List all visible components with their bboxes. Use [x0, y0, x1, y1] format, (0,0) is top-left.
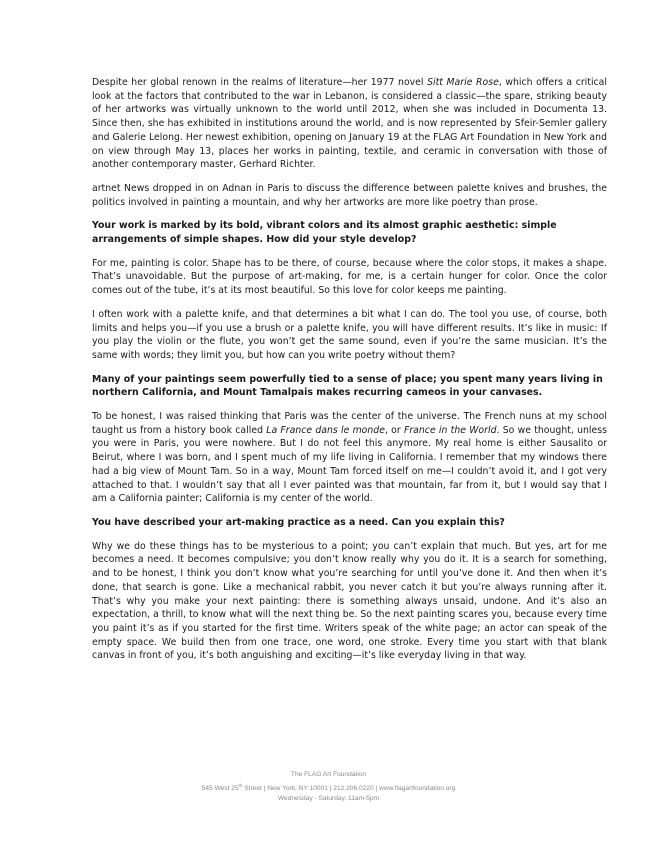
answer-2-text-a: To be honest, I was raised thinking that Paris was the center of the universe. The French nuns at my school taught us from a history book called [92, 411, 607, 436]
footer-street-suffix: th [238, 782, 243, 788]
question-2: Many of your paintings seem powerfully tied to a sense of place; you spent many years living in northern California, and Mount Tamalpais makes recurring cameos in your canvases. [92, 373, 603, 399]
answer-2-text-c: . So we thought, unless you were in Paris, you were nowhere. But I do not feel this anymore. My real home is either Sausalito or Beirut, where I was born, and I spent much of my life living in California. I remember that my windows there had a big view of Mount Tam. So in a way, Mount Tam forced itself on me—I couldn’t avoid it, and I got very attached to that. I wouldn’t say that all I ever painted was that mountain, far from it, but I would say that I am a California painter; California is my center of the world. [92, 424, 608, 505]
context-paragraph: artnet News dropped in on Adnan in Paris to discuss the difference between palette knives and brushes, the politics involved in painting a mountain, and why her artworks are more like poetry than prose. [92, 182, 607, 208]
answer-1-paragraph-1: For me, painting is color. Shape has to be there, of course, because where the color stops, it makes a shape. That’s unavoidable. But the purpose of art-making, for me, is a certain hunger for color. Once the color comes out of the tube, it’s at its most beautiful. So this love for color keeps me painting. [92, 257, 607, 297]
answer-2-paragraph [92, 410, 607, 506]
footer-hours: Wednesday - Saturday, 11am-5pm [277, 795, 380, 803]
book-title-english: France in the World [403, 424, 497, 436]
question-3: You have described your art-making practice as a need. Can you explain this? [92, 516, 505, 528]
footer-street-rest: Street | New York, NY 10001 | 212.206.0220 | www.flagartfoundation.org [242, 784, 456, 792]
novel-title: Sitt Marie Rose [427, 77, 499, 88]
intro-paragraph [92, 76, 607, 172]
answer-3-paragraph: Why we do these things has to be mysterious to a point; you can’t explain that much. But yes, art for me becomes a need. It becomes compulsive; you don’t know really why you do it. It is a search for something, and to be honest, I think you don’t know what you’re searching for until you’ve done it. And then when it’s done, that search is gone. Like a mechanical rabbit, you never catch it but you’re always running after it. That’s why you make your next painting: there is something always unsaid, undone. And it’s also an expectation, a thrill, to know what will the next thing be. So the next painting scares you, because every time you paint it’s as if you started for the first time. Writers speak of the white page; an actor can speak of the empty space. We build then from one trace, one word, one stroke. Every time you start with that blank canvas in front of you, it’s both anguishing and exciting—it’s like everyday living in that way. [92, 540, 607, 662]
book-title-french: La France dans le monde [266, 424, 385, 436]
intro-text-a: Despite her global renown in the realms of literature—her 1977 novel [92, 77, 428, 88]
intro-text-b: , which offers a critical look at the factors that contributed to the war in Lebanon, is considered a classic—the spare, striking beauty of her artworks was virtually unknown to the world until 2012, when she was included in Documenta 13. Since then, she has exhibited in institutions around the world, and is now represented by Sfeir-Semler gallery and Galerie Lelong. Her newest exhibition, opening on January 19 at the FLAG Art Foundation in New York and on view through May 13, places her works in painting, textile, and ceramic in conversation with those of another contemporary master, Gerhard Richter. [92, 77, 608, 171]
footer-street-number: 545 West 25 [201, 784, 239, 792]
footer-address [0, 781, 657, 795]
footer-org-name: The FLAG Art Foundation [290, 771, 367, 778]
answer-1-paragraph-2: I often work with a palette knife, and that determines a bit what I can do. The tool you use, of course, both limits and helps you—if you use a brush or a palette knife, you will have different results. It’s like in music: If you play the violin or the flute, you won’t get the same sound, even if you’re the same musician. It’s the same with words; they limit you, but how can you write poetry without them? [92, 308, 607, 361]
answer-2-text-b: , or [384, 424, 404, 436]
footer [0, 770, 657, 805]
question-1: Your work is marked by its bold, vibrant colors and its almost graphic aesthetic: simple arrangements of simple shapes. How did your style develop? [92, 220, 557, 246]
